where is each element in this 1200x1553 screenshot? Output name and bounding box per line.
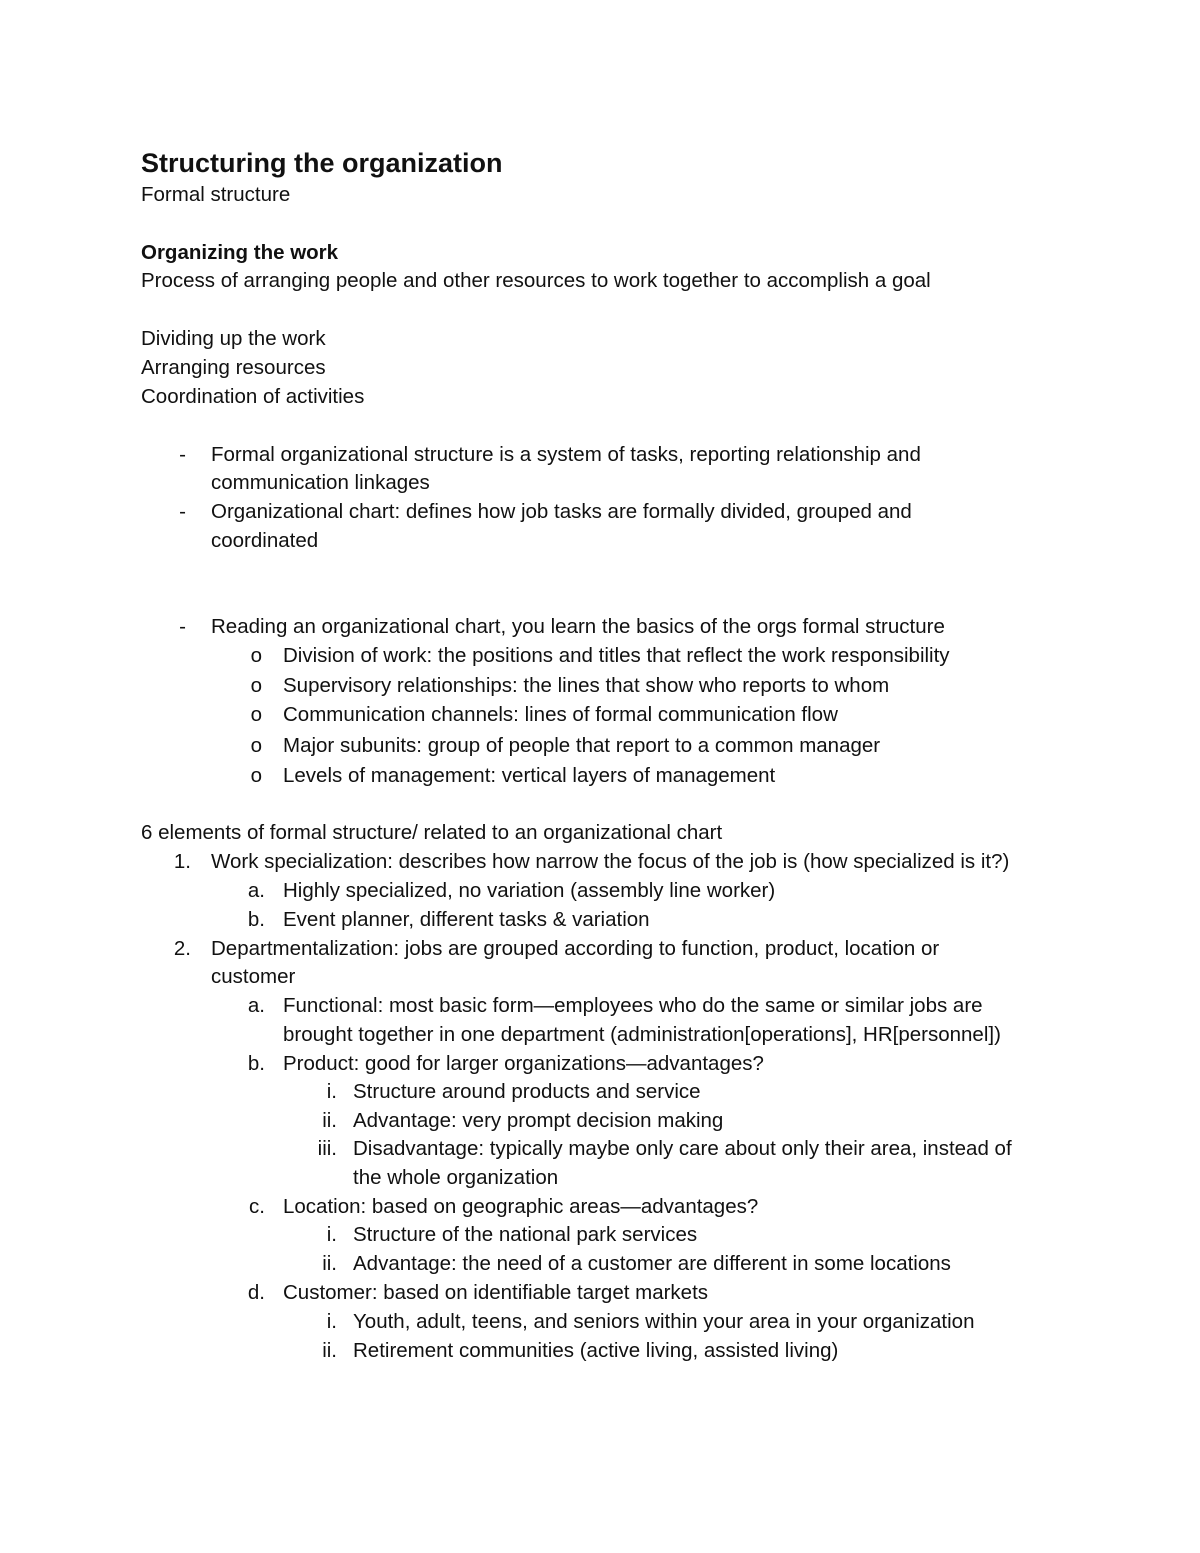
letter-marker: a. (247, 879, 265, 902)
roman-marker: ii. (322, 1252, 337, 1275)
dash-item-text: Reading an organizational chart, you learn the basics of the orgs formal structure (211, 615, 945, 638)
sub-sub-item-text: Structure of the national park services (353, 1223, 698, 1246)
sub-sub-item-text: Advantage: very prompt decision making (353, 1109, 724, 1132)
sub-item-text: Functional: most basic form—employees who do the same or similar jobs are (283, 994, 983, 1017)
sub-item-text: Product: good for larger organizations—advantages? (283, 1052, 764, 1075)
circle-bullet-marker: o (250, 764, 262, 787)
number-marker: 2. (173, 937, 191, 960)
element-text: customer (211, 965, 296, 988)
sub-sub-item-text: Disadvantage: typically maybe only care about only their area, instead of (353, 1137, 1012, 1160)
roman-marker: ii. (322, 1109, 337, 1132)
chart-point-text: Communication channels: lines of formal communication flow (283, 703, 838, 726)
letter-marker: d. (247, 1281, 265, 1304)
element-text: Work specialization: describes how narrow the focus of the job is (how specialized is it?) (211, 850, 1010, 873)
page-title: Structuring the organization (141, 148, 503, 178)
sub-sub-item-text: Advantage: the need of a customer are different in some locations (353, 1252, 951, 1275)
sub-sub-item-text: Structure around products and service (353, 1080, 701, 1103)
chart-point-text: Division of work: the positions and titles that reflect the work responsibility (283, 644, 950, 667)
roman-marker: i. (326, 1310, 337, 1333)
letter-marker: b. (247, 1052, 265, 1075)
sub-sub-item-text: the whole organization (353, 1166, 559, 1189)
elements-heading: 6 elements of formal structure/ related to an organizational chart (141, 821, 723, 844)
letter-marker: a. (247, 994, 265, 1017)
number-marker: 1. (173, 850, 191, 873)
circle-bullet-marker: o (250, 674, 262, 697)
circle-bullet-marker: o (250, 703, 262, 726)
step-line: Dividing up the work (141, 327, 326, 350)
chart-point-text: Supervisory relationships: the lines that show who reports to whom (283, 674, 890, 697)
roman-marker: iii. (317, 1137, 337, 1160)
dash-marker: - (179, 615, 186, 638)
dash-marker: - (179, 443, 186, 466)
dash-item-text: Formal organizational structure is a system of tasks, reporting relationship and (211, 443, 921, 466)
definition-text: Process of arranging people and other resources to work together to accomplish a goal (141, 269, 931, 292)
sub-item-text: Customer: based on identifiable target markets (283, 1281, 709, 1304)
step-line: Coordination of activities (141, 385, 365, 408)
element-text: Departmentalization: jobs are grouped according to function, product, location or (211, 937, 940, 960)
letter-marker: b. (247, 908, 265, 931)
circle-bullet-marker: o (250, 734, 262, 757)
dash-marker: - (179, 500, 186, 523)
dash-item-text: Organizational chart: defines how job tasks are formally divided, grouped and (211, 500, 912, 523)
page-subtitle: Formal structure (141, 183, 291, 206)
roman-marker: i. (326, 1080, 337, 1103)
chart-point-text: Levels of management: vertical layers of management (283, 764, 776, 787)
letter-marker: c. (249, 1195, 265, 1218)
sub-sub-item-text: Youth, adult, teens, and seniors within your area in your organization (353, 1310, 975, 1333)
sub-item-text: brought together in one department (administration[operations], HR[personnel]) (283, 1023, 1001, 1046)
roman-marker: ii. (322, 1339, 337, 1362)
dash-item-text: coordinated (211, 529, 319, 552)
sub-item-text: Event planner, different tasks & variation (283, 908, 650, 931)
circle-bullet-marker: o (250, 644, 262, 667)
step-line: Arranging resources (141, 356, 326, 379)
sub-item-text: Highly specialized, no variation (assembly line worker) (283, 879, 776, 902)
section-heading: Organizing the work (141, 241, 339, 264)
sub-sub-item-text: Retirement communities (active living, assisted living) (353, 1339, 839, 1362)
dash-item-text: communication linkages (211, 471, 430, 494)
sub-item-text: Location: based on geographic areas—advantages? (283, 1195, 759, 1218)
chart-point-text: Major subunits: group of people that report to a common manager (283, 734, 881, 757)
roman-marker: i. (326, 1223, 337, 1246)
